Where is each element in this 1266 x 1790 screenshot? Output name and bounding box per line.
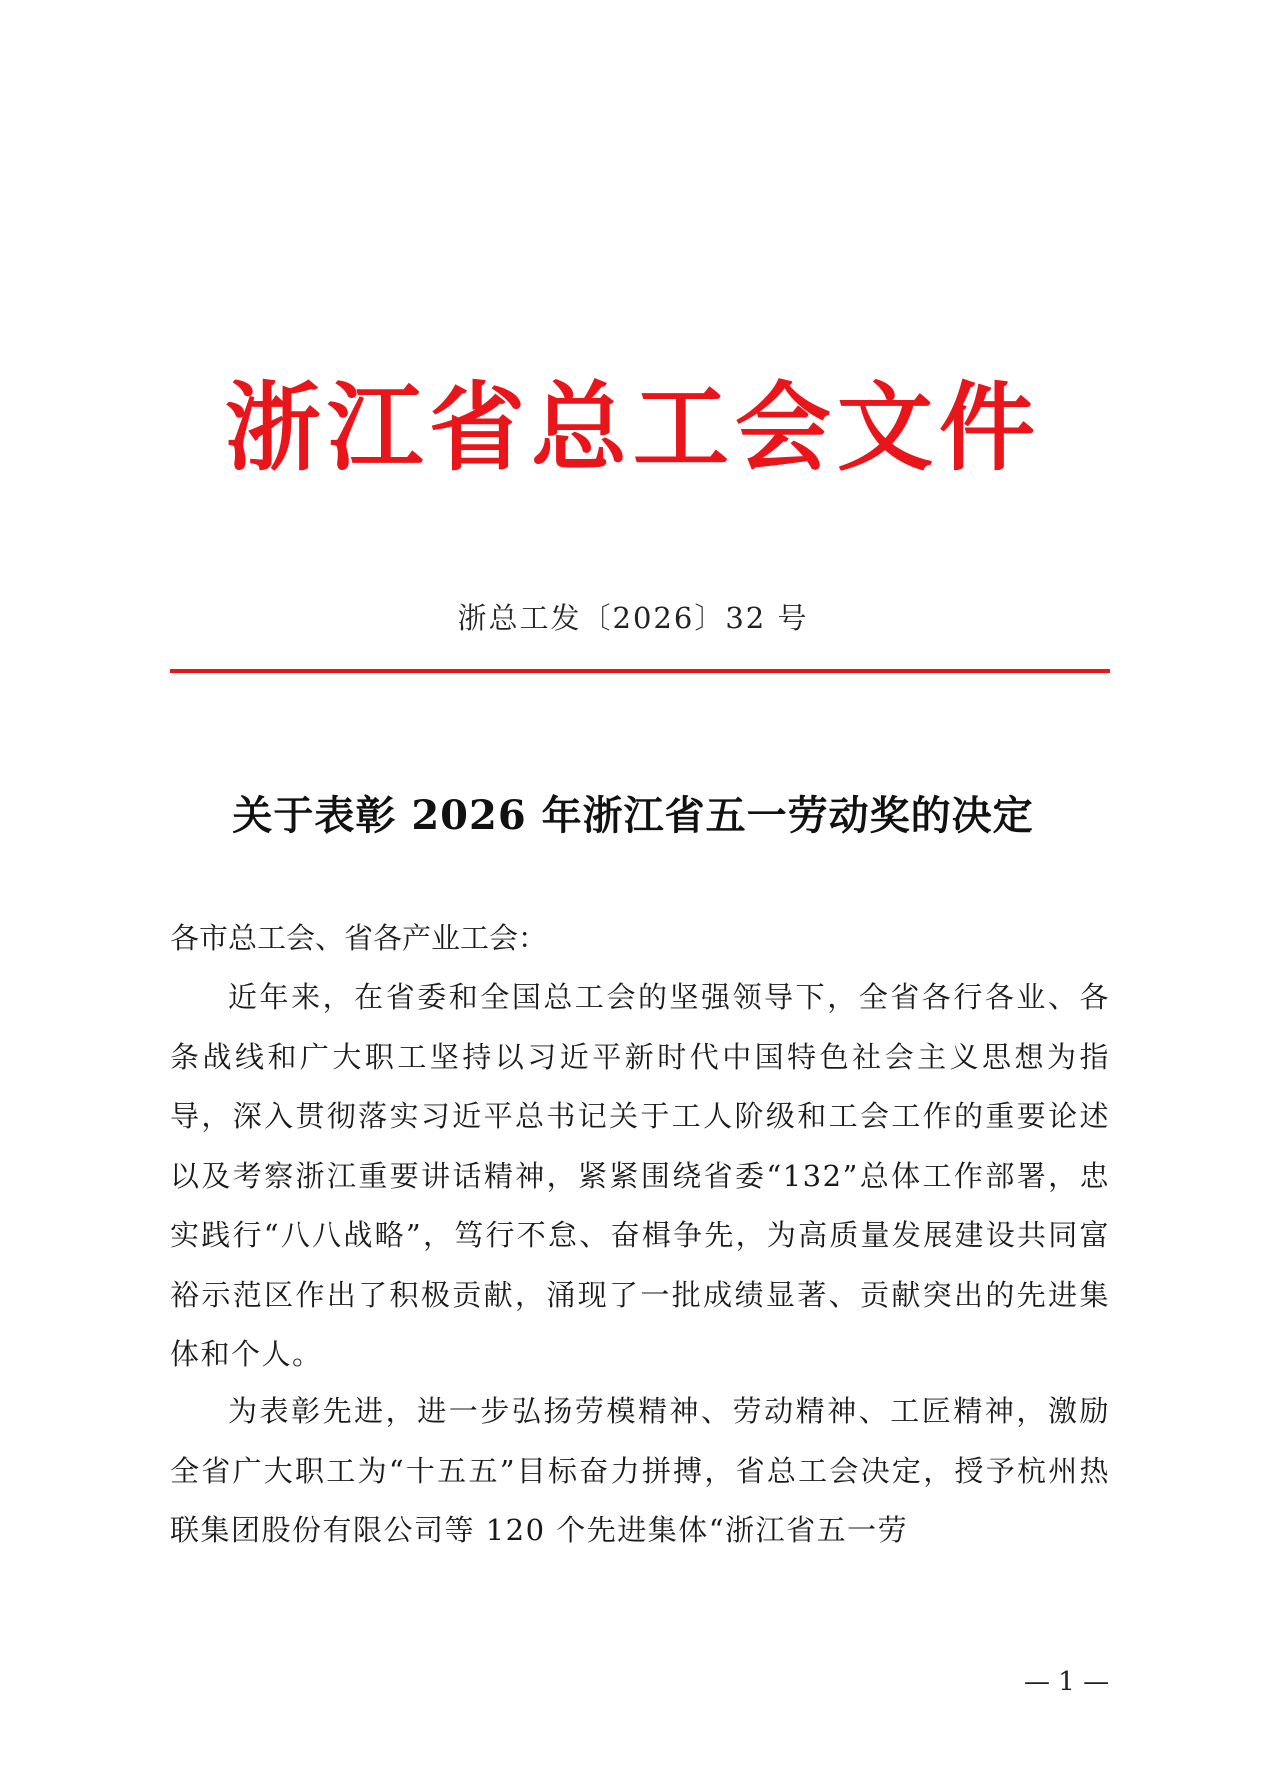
body-paragraph-2-block [170, 1382, 1110, 1561]
body-paragraph: 为表彰先进，进一步弘扬劳模精神、劳动精神、工匠精神，激励全省广大职工为“十五五”目标奋力拼搏，省总工会决定，授予杭州热联集团股份有限公司等 120 个先进集体“浙江省五一劳 [170, 1394, 1110, 1547]
document-masthead: 浙江省总工会文件 [225, 371, 1041, 484]
page-number: — 1 — [1024, 1667, 1110, 1697]
body-paragraph-1-block [170, 968, 1110, 1385]
body-paragraph: 近年来，在省委和全国总工会的坚强领导下，全省各行各业、各条战线和广大职工坚持以习近平新时代中国特色社会主义思想为指导，深入贯彻落实习近平总书记关于工人阶级和工会工作的重要论述以及考察浙江重要讲话精神，紧紧围绕省委“132”总体工作部署，忠实践行“八八战略”，笃行不怠、奋楫争先，为高质量发展建设共同富裕示范区作出了积极贡献，涌现了一批成绩显著、贡献突出的先进集体和个人。 [170, 980, 1110, 1371]
document-number: 浙总工发〔2026〕32 号 [457, 601, 809, 635]
red-divider-line [170, 669, 1110, 673]
document-title: 关于表彰 2026 年浙江省五一劳动奖的决定 [232, 792, 1034, 839]
salutation: 各市总工会、省各产业工会： [170, 921, 548, 955]
